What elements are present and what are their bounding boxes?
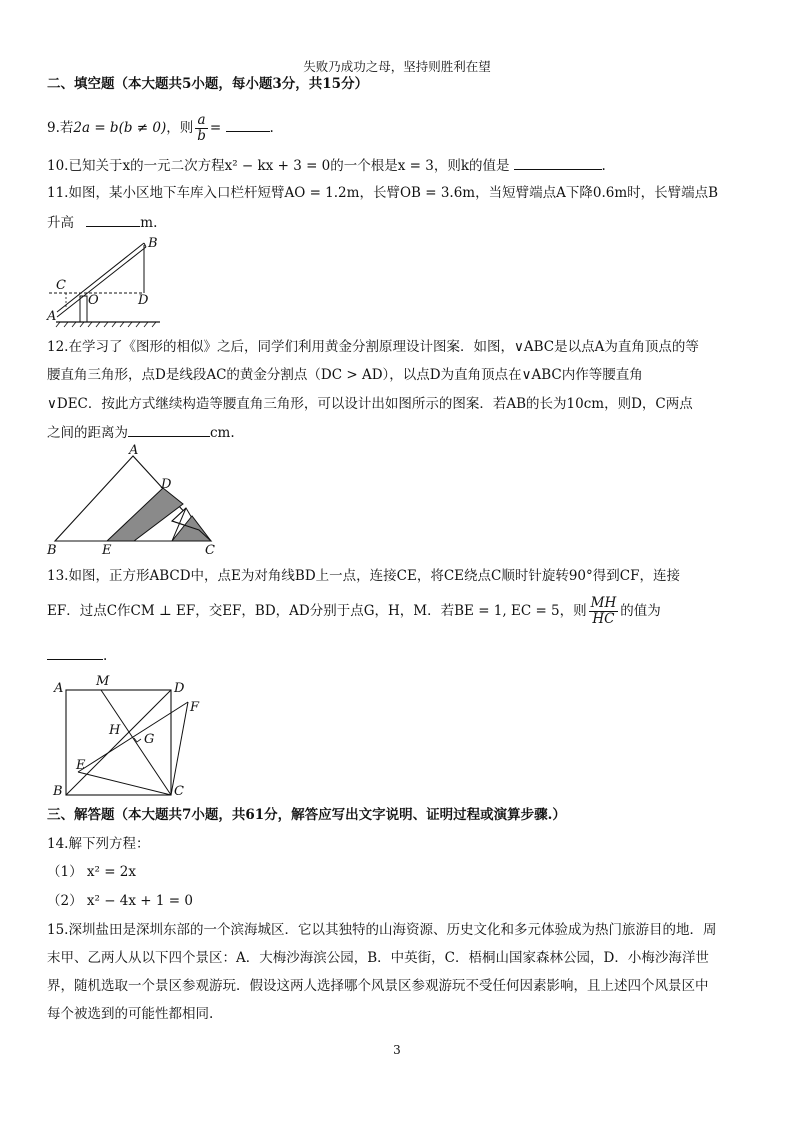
q9-end: .: [269, 120, 274, 136]
fig13-line-ec: [78, 772, 171, 795]
fig13-label-h: H: [109, 723, 121, 738]
q13-fraction: [589, 596, 619, 627]
fig13-line-cf: [171, 702, 188, 795]
fig13-label-a: A: [54, 681, 64, 696]
page-number: 3: [393, 1043, 401, 1057]
figure-13: [48, 672, 218, 800]
fig13-label-b: B: [53, 784, 63, 799]
q15-line4: 每个被选到的可能性都相同.: [47, 1006, 214, 1022]
q15-line3: 界，随机选取一个景区参观游玩．假设这两人选择哪个风景区参观游玩不受任何因素影响，且上述四个风景区中: [47, 978, 709, 994]
figure-12: [44, 443, 224, 561]
q13-answer-blank[interactable]: [47, 645, 103, 660]
q12-suffix: cm.: [210, 425, 235, 441]
fig11-label-b: B: [148, 236, 158, 251]
q11-prefix: 升高: [47, 215, 74, 231]
fig12-label-e: E: [102, 543, 112, 558]
q9-fraction: [195, 113, 208, 144]
question-9: [47, 113, 274, 144]
q12-line2: 腰直角三角形，点D是线段AC的黄金分割点（DC > AD），以点D为直角顶点在∨ABC内作等腰直角: [47, 367, 643, 383]
q9-equals: =: [209, 120, 222, 136]
fig12-label-d: D: [161, 477, 172, 492]
q11-answer-blank[interactable]: [86, 212, 140, 227]
q9-frac-num: a: [195, 113, 208, 129]
fig13-label-c: C: [174, 784, 184, 799]
fig12-label-b: B: [47, 543, 57, 558]
q12-line3: ∨DEC．按此方式继续构造等腰直角三角形，可以设计出如图所示的图案．若AB的长为10cm，则D，C两点: [47, 396, 693, 412]
fig13-label-f: F: [190, 700, 200, 715]
fig11-ground-hatch: [56, 322, 156, 327]
q9-answer-blank[interactable]: [226, 117, 270, 132]
q10-end: .: [601, 158, 606, 174]
section3-title: 三、解答题（本大题共7小题，共61分，解答应写出文字说明、证明过程或演算步骤.）: [47, 807, 566, 823]
q10-text: 10.已知关于x的一元二次方程x² − kx + 3 = 0的一个根是x = 3，则k的值是: [47, 158, 510, 174]
q14-part1: （1） x² = 2x: [47, 864, 137, 880]
fig11-label-o: O: [88, 293, 99, 308]
q13-line1: 13.如图，正方形ABCD中，点E为对角线BD上一点，连接CE，将CE绕点C顺时针旋转90°得到CF，连接: [47, 568, 680, 584]
q11-line2: [47, 212, 157, 233]
q13-end: .: [103, 648, 108, 664]
page-header: 失败乃成功之母，坚持则胜利在望: [303, 59, 491, 74]
fig11-label-d: D: [138, 293, 149, 308]
q13-frac-num: MH: [590, 595, 617, 611]
q13-prefix: EF．过点C作CM ⊥ EF，交EF，BD，AD分别于点G，H，M．若BE = 1, EC = 5，则: [47, 603, 587, 619]
fig13-line-cm: [101, 690, 171, 795]
q13-suffix: 的值为: [620, 603, 661, 619]
q13-line2: [47, 596, 661, 636]
fig13-label-m: M: [96, 674, 110, 689]
q12-line4: [47, 422, 235, 443]
fig13-label-g: G: [144, 732, 155, 747]
question-10: [47, 155, 606, 176]
q14-title: 14.解下列方程：: [47, 836, 150, 852]
fig13-label-e: E: [76, 758, 86, 773]
q11-line1: 11.如图，某小区地下车库入口栏杆短臂AO = 1.2m，长臂OB = 3.6m，当短臂端点A下降0.6m时，长臂端点B: [47, 185, 719, 201]
q9-mid: ，则: [166, 120, 194, 136]
fig11-label-c: C: [56, 278, 66, 293]
fig12-label-a: A: [129, 443, 139, 458]
q13-line3: [47, 645, 107, 666]
q14-part2: （2） x² − 4x + 1 = 0: [47, 893, 193, 909]
section2-title: 二、填空题（本大题共5小题，每小题3分，共15分）: [47, 76, 369, 92]
q11-suffix: m.: [140, 215, 158, 231]
fig11-arm-lower: [57, 243, 144, 312]
fig11-label-a: A: [47, 309, 57, 324]
q9-frac-den: b: [197, 128, 206, 144]
fig12-label-c: C: [205, 543, 215, 558]
q15-line2: 末甲、乙两人从以下四个景区：A．大梅沙海滨公园，B．中英街，C．梧桐山国家森林公园，D．小梅沙海洋世: [47, 950, 709, 966]
q13-frac-den: HC: [592, 611, 615, 627]
q12-prefix: 之间的距离为: [47, 425, 128, 441]
fig13-diagonal-bd: [66, 690, 171, 795]
fig11-post: [80, 296, 87, 322]
figure-11: [44, 234, 169, 329]
q9-condition: 2a = b(b ≠ 0): [73, 120, 167, 136]
q9-prefix: 9.若: [47, 120, 74, 136]
fig11-arm-upper: [57, 247, 146, 317]
q10-answer-blank[interactable]: [514, 155, 602, 170]
fig13-label-d: D: [174, 681, 185, 696]
q12-answer-blank[interactable]: [128, 422, 210, 437]
q15-line1: 15.深圳盐田是深圳东部的一个滨海城区．它以其独特的山海资源、历史文化和多元体验成为热门旅游目的地．周: [47, 922, 717, 938]
q12-line1: 12.在学习了《图形的相似》之后，同学们利用黄金分割原理设计图案．如图，∨ABC是以点A为直角顶点的等: [47, 339, 699, 355]
